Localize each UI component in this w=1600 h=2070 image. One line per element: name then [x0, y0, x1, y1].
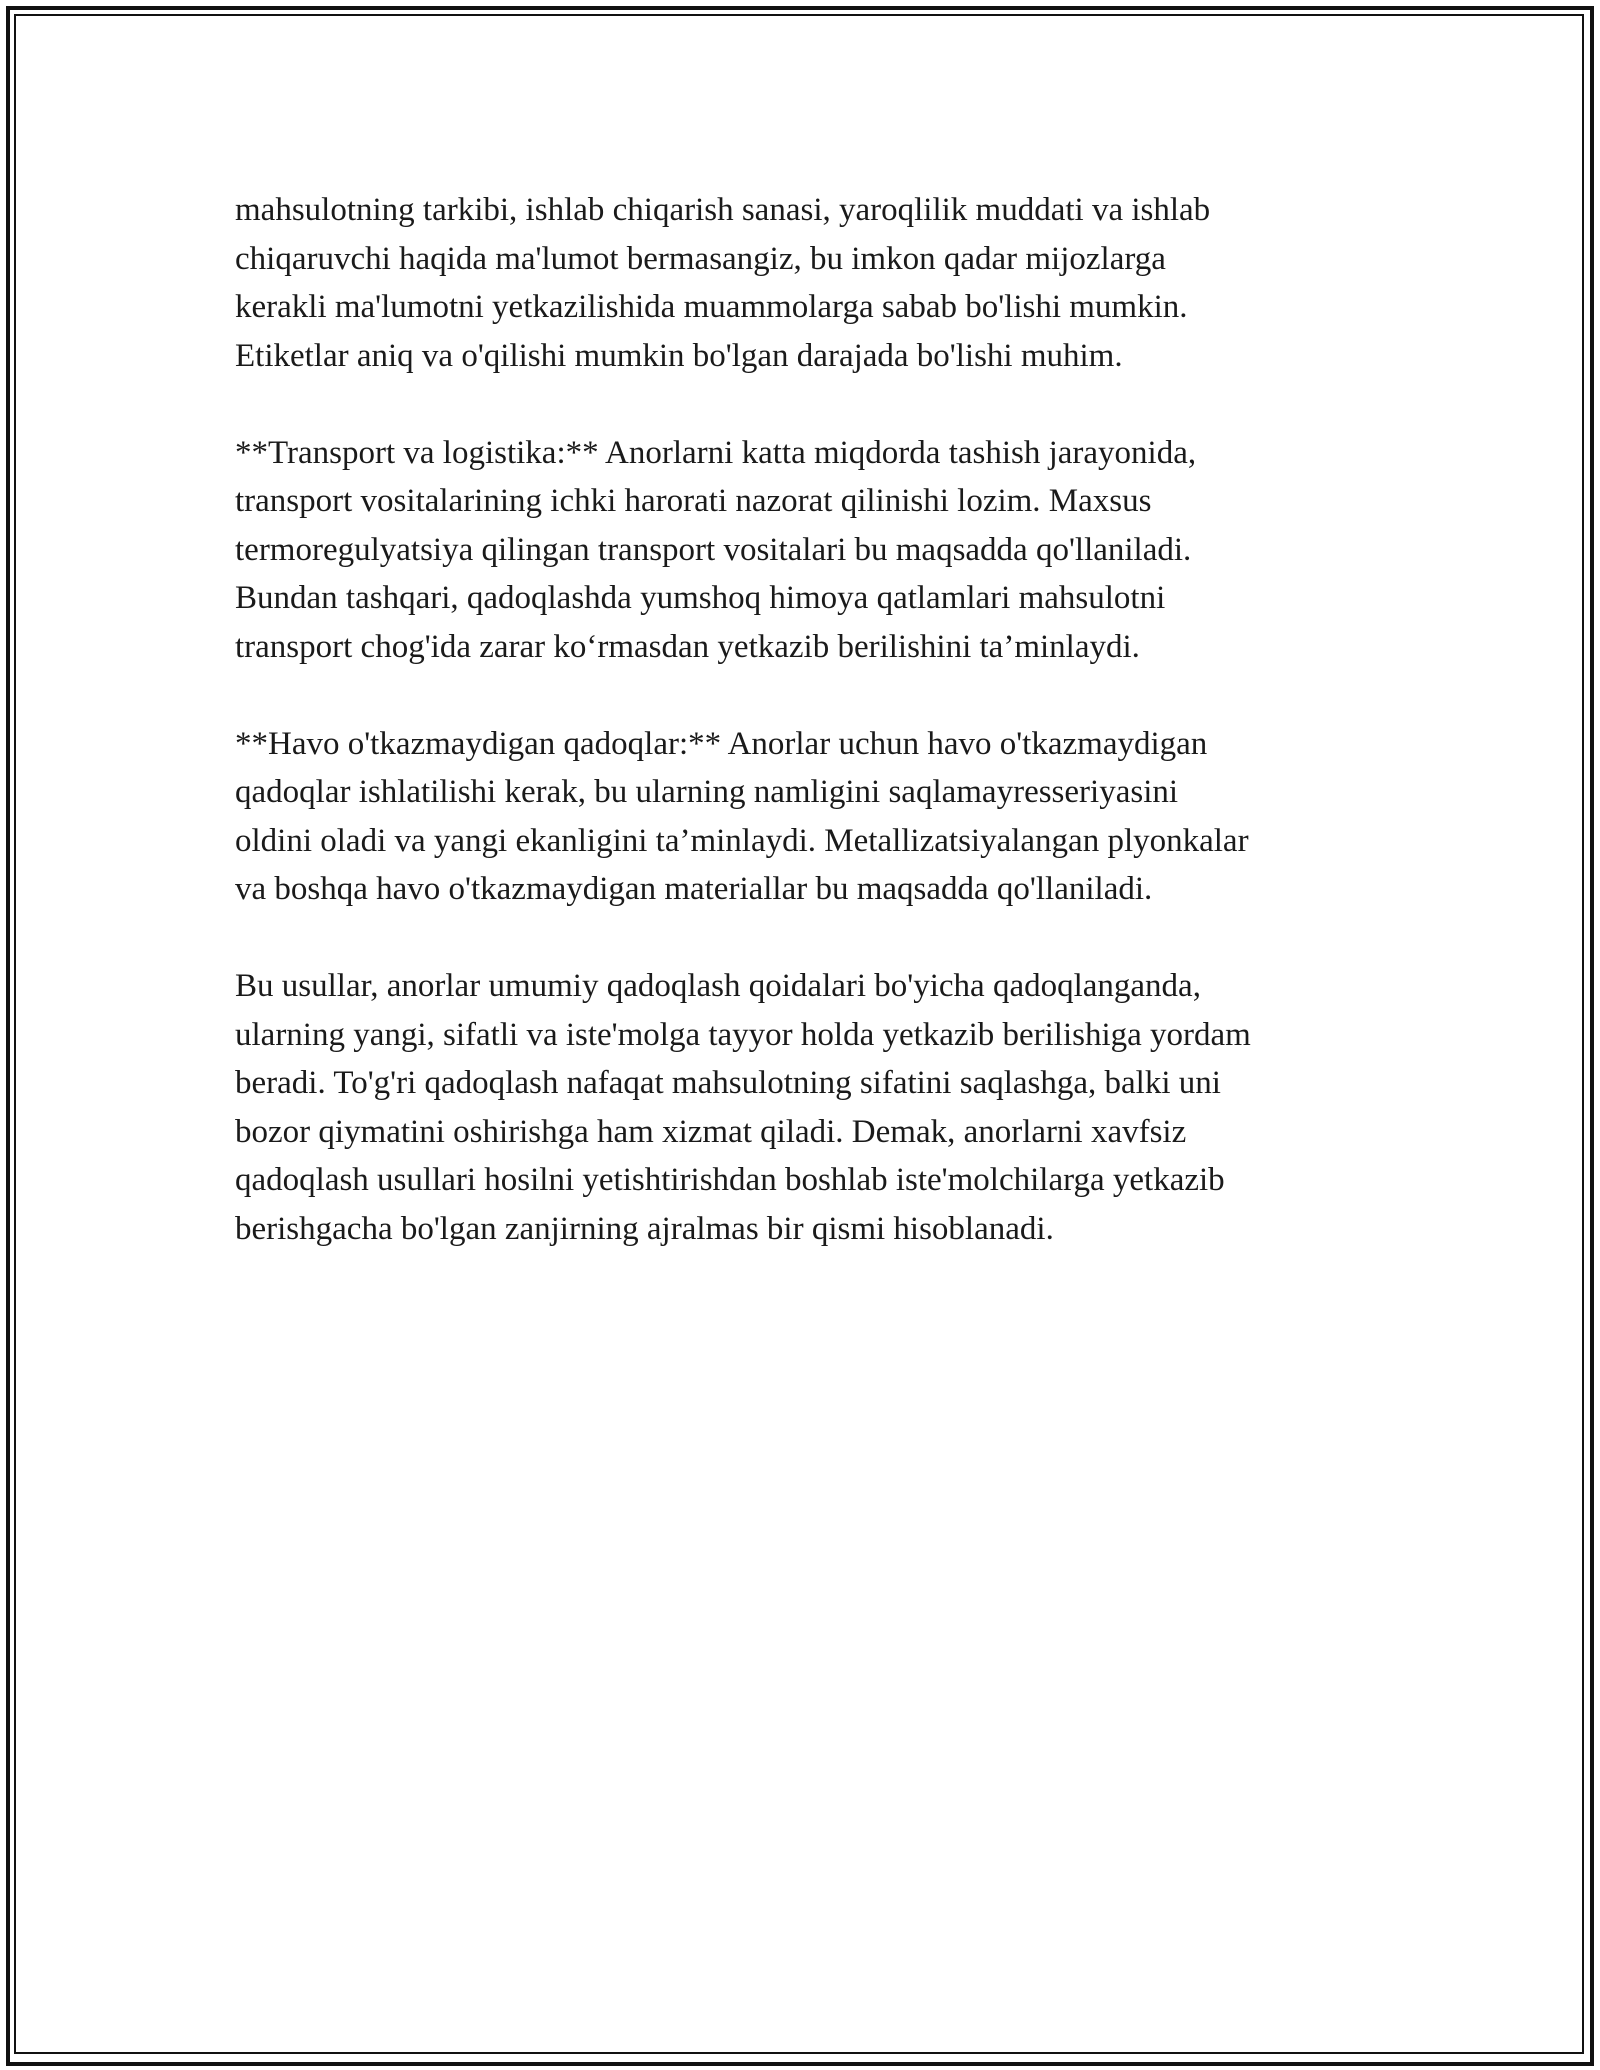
text-line: berishgacha bo'lgan zanjirning ajralmas bir qismi hisoblanadi.: [235, 1210, 1054, 1247]
text-line: chiqaruvchi haqida ma'lumot bermasangiz, bu imkon qadar mijozlarga: [235, 240, 1166, 277]
text-line: bozor qiymatini oshirishga ham xizmat qiladi. Demak, anorlarni xavfsiz: [235, 1113, 1187, 1150]
paragraph-airtight: [235, 720, 1375, 914]
text-line: beradi. To'g'ri qadoqlash nafaqat mahsulotning sifatini saqlashga, balki uni: [235, 1065, 1221, 1101]
text-line: ularning yangi, sifatli va iste'molga tayyor holda yetkazib berilishiga yordam: [235, 1016, 1251, 1053]
text-line: **Transport va logistika:** Anorlarni katta miqdorda tashish jarayonida,: [235, 434, 1197, 471]
text-line: transport vositalarining ichki harorati nazorat qilinishi lozim. Maxsus: [235, 483, 1152, 519]
text-line: Bundan tashqari, qadoqlashda yumshoq himoya qatlamlari mahsulotni: [235, 580, 1166, 616]
text-line: **Havo o'tkazmaydigan qadoqlar:** Anorlar uchun havo o'tkazmaydigan: [235, 725, 1208, 762]
text-line: va boshqa havo o'tkazmaydigan materiallar bu maqsadda qo'llaniladi.: [235, 871, 1153, 907]
text-line: transport chog'ida zarar ko‘rmasdan yetkazib berilishini ta’minlaydi.: [235, 628, 1140, 665]
document-body: [235, 186, 1375, 1253]
text-line: oldini oladi va yangi ekanligini ta’minlaydi. Metallizatsiyalangan plyonkalar: [235, 822, 1249, 859]
text-line: termoregulyatsiya qilingan transport vositalari bu maqsadda qo'llaniladi.: [235, 531, 1192, 568]
text-line: Etiketlar aniq va o'qilishi mumkin bo'lgan darajada bo'lishi muhim.: [235, 337, 1123, 374]
paragraph-conclusion: [235, 962, 1375, 1253]
text-line: kerakli ma'lumotni yetkazilishida muammolarga sabab bo'lishi mumkin.: [235, 289, 1188, 325]
text-line: mahsulotning tarkibi, ishlab chiqarish sanasi, yaroqlilik muddati va ishlab: [235, 192, 1211, 228]
text-line: qadoqlar ishlatilishi kerak, bu ularning namligini saqlamayresseriyasini: [235, 774, 1179, 810]
text-line: qadoqlash usullari hosilni yetishtirishdan boshlab iste'molchilarga yetkazib: [235, 1162, 1225, 1198]
paragraph-labeling: [235, 186, 1375, 380]
text-line: Bu usullar, anorlar umumiy qadoqlash qoidalari bo'yicha qadoqlanganda,: [235, 968, 1201, 1004]
paragraph-transport: [235, 429, 1375, 672]
